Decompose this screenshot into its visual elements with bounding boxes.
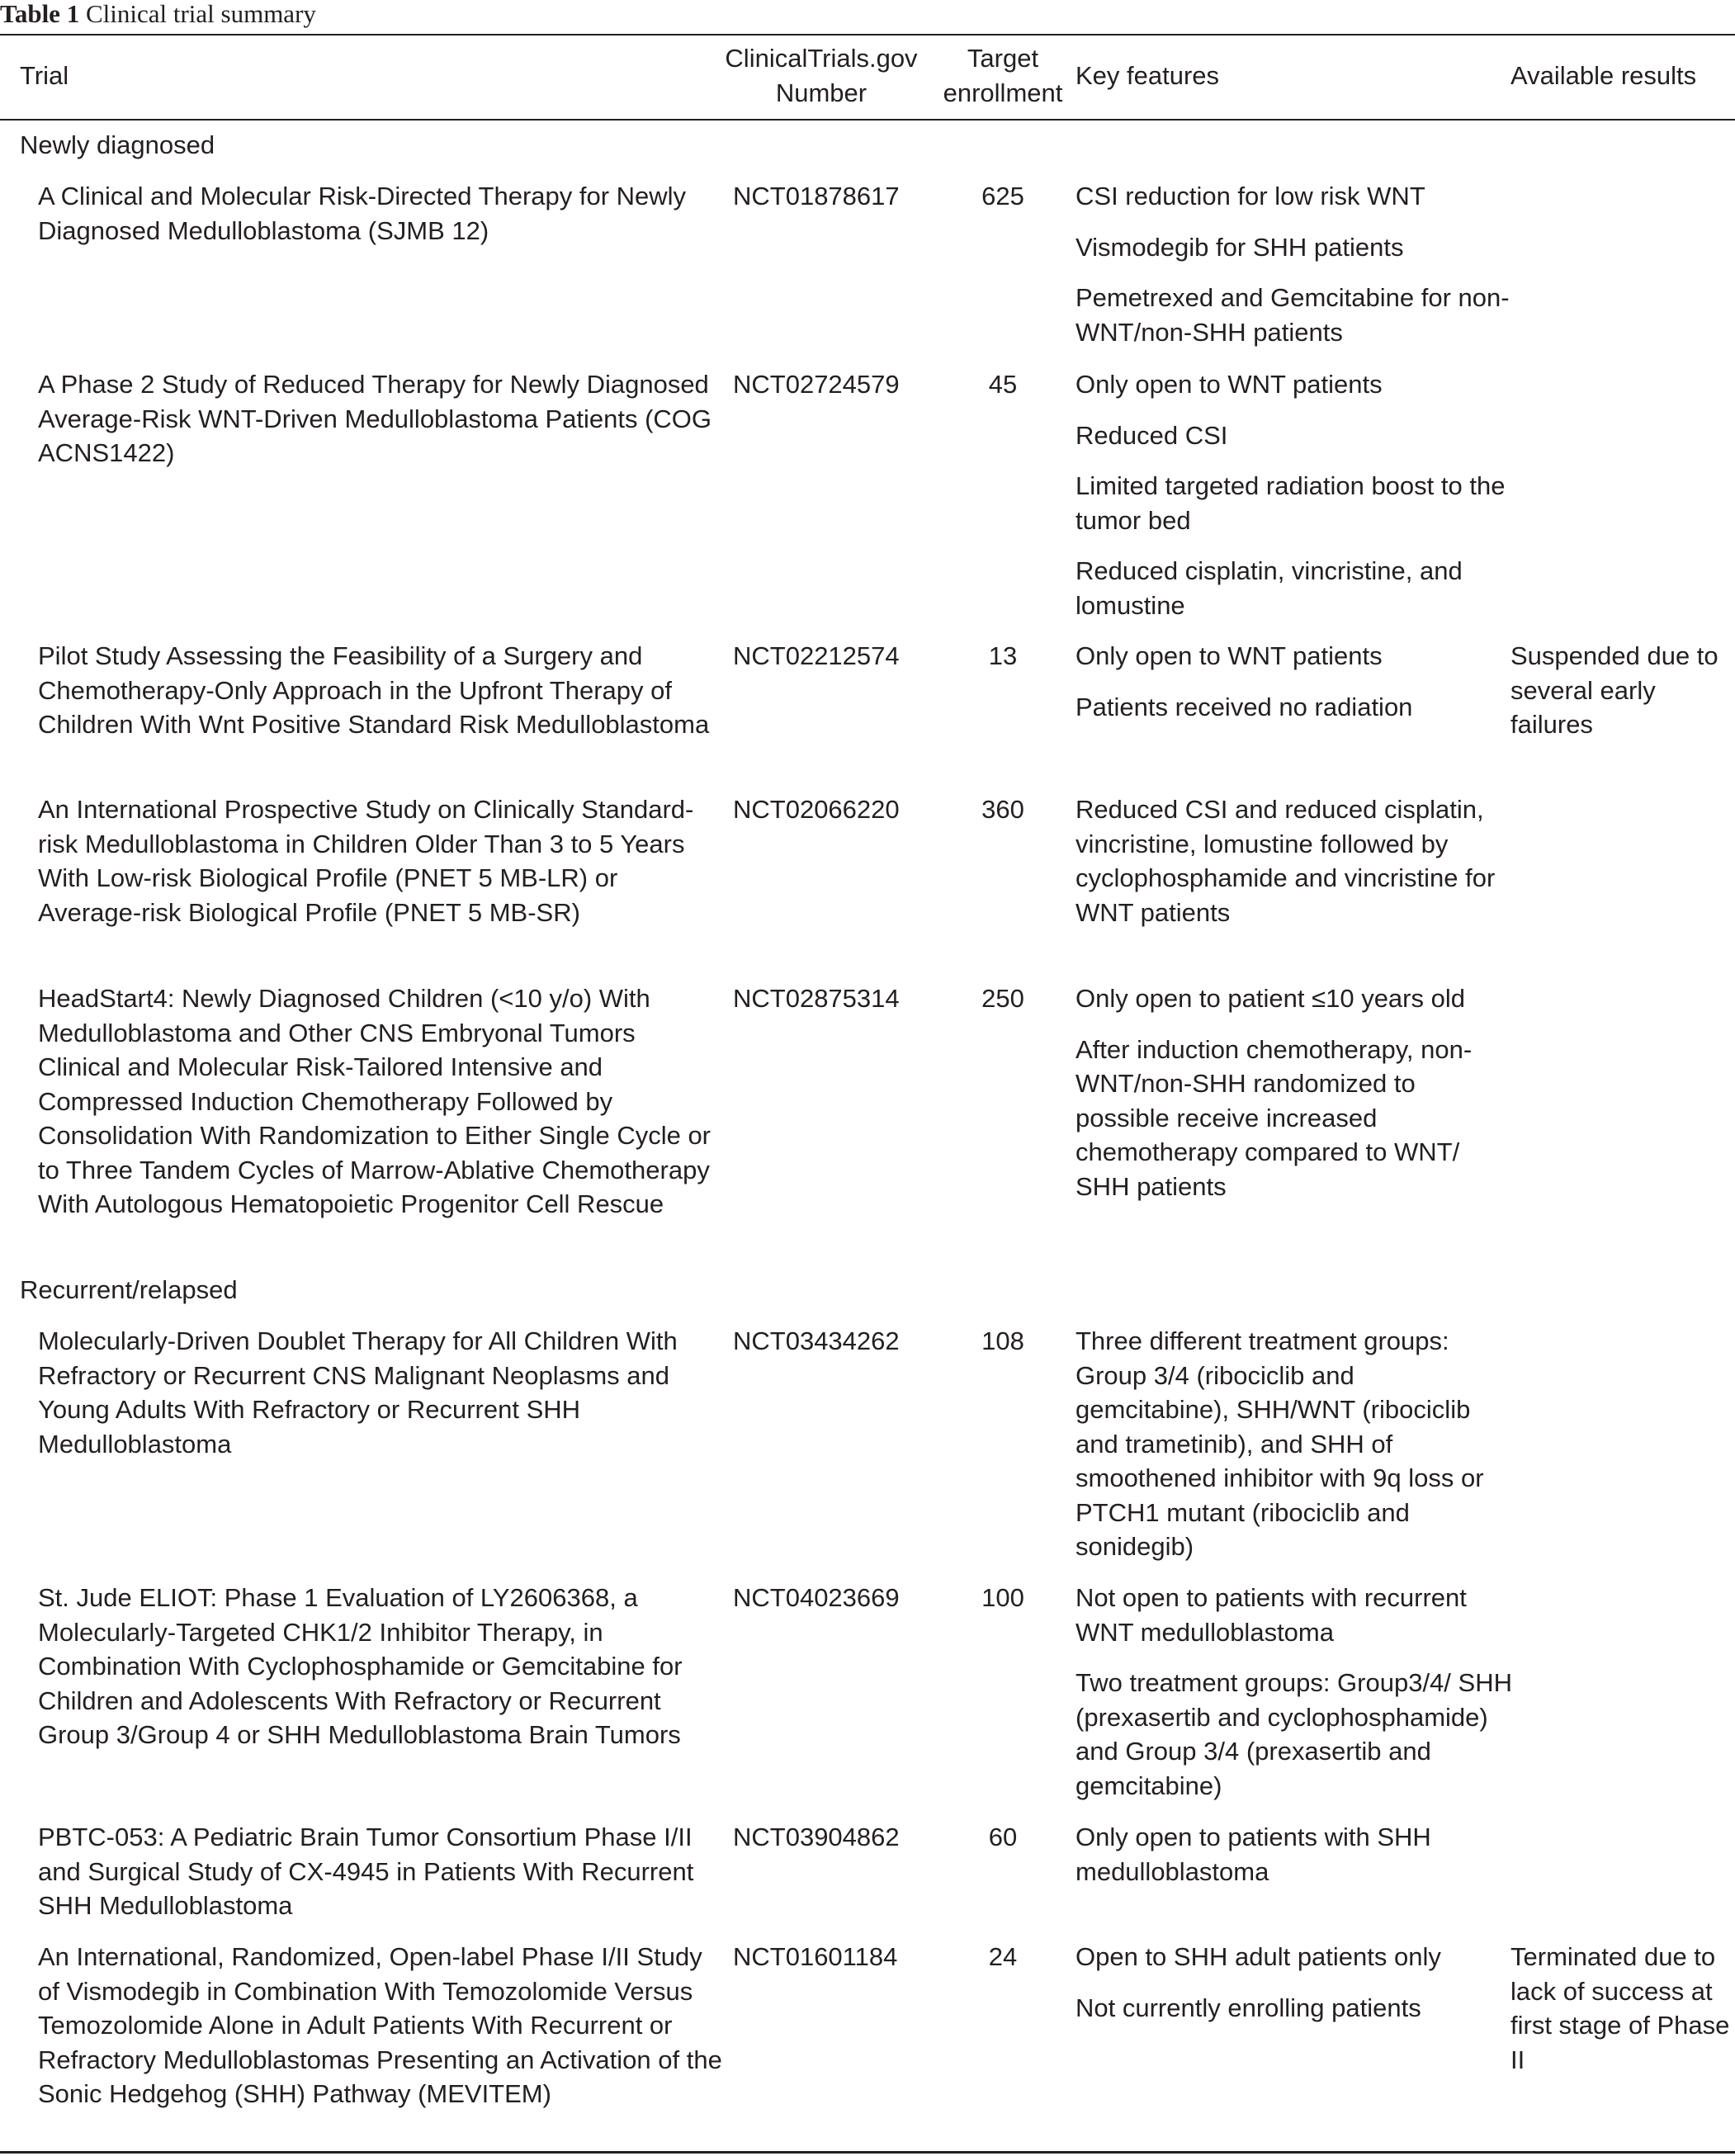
table-top-rule [0,34,1735,35]
key-features [1076,1820,1513,1905]
header-key-features: Key features [1076,61,1220,90]
trial-name: PBTC-053: A Pediatric Brain Tumor Consortium Phase I/II and Surgical Study of CX-4945 in Patients With Recurrent SHH Medulloblastoma [38,1823,694,1920]
target-enrollment: 60 [988,1823,1018,1851]
key-feature: Only open to WNT patients [1076,370,1383,399]
nct-number: NCT04023669 [733,1583,900,1612]
header-nct [710,41,933,110]
key-features [1076,792,1513,946]
available-results: Terminated due to lack of success at first stage of Phase II [1510,1942,1730,2074]
nct-number: NCT02724579 [733,370,900,399]
target-enrollment: 625 [981,182,1024,210]
key-features [1076,1324,1513,1581]
key-features [1076,981,1513,1220]
table-caption-label: Table 1 [0,0,80,28]
key-feature: Pemetrexed and Gemcitabine for non-WNT/non-SHH patients [1076,283,1510,347]
target-enrollment: 250 [981,984,1024,1013]
table-bottom-rule [0,2151,1735,2154]
key-feature: Open to SHH adult patients only [1076,1942,1441,1971]
key-features [1076,639,1513,740]
key-features [1076,1581,1513,1819]
key-feature: Reduced cisplatin, vincristine, and lomustine [1076,556,1463,620]
key-features [1076,1940,1513,2041]
target-enrollment: 13 [988,641,1018,670]
header-available-results: Available results [1510,61,1697,90]
key-feature: Patients received no radiation [1076,692,1413,721]
key-feature: Limited targeted radiation boost to the tumor bed [1076,471,1506,535]
target-enrollment: 360 [981,795,1024,824]
available-results: Suspended due to several early failures [1510,641,1718,739]
key-feature: Only open to patients with SHH medulloblastoma [1076,1823,1431,1886]
key-feature: CSI reduction for low risk WNT [1076,182,1425,210]
table-caption-text: Clinical trial summary [85,0,316,28]
nct-number: NCT03434262 [733,1326,900,1355]
trial-name: An International Prospective Study on Clinically Standard-risk Medulloblastoma in Children Older Than 3 to 5 Years With Low-risk Biological Profile (PNET 5 MB-LR) or Average-risk Biological Profile (PNET 5 MB-SR) [38,795,694,927]
key-feature: Reduced CSI [1076,420,1228,450]
header-trial: Trial [20,61,69,90]
trial-name: A Clinical and Molecular Risk-Directed Therapy for Newly Diagnosed Medulloblastoma (SJMB 12) [38,182,687,245]
header-nct-line1: ClinicalTrials.gov [725,44,918,73]
nct-number: NCT02212574 [733,641,900,670]
nct-number: NCT02875314 [733,984,900,1013]
nct-number: NCT02066220 [733,795,900,824]
target-enrollment: 108 [981,1326,1024,1355]
header-enrollment-line1: Target [967,44,1039,73]
nct-number: NCT01601184 [733,1942,898,1971]
target-enrollment: 24 [988,1942,1018,1971]
key-feature: Two treatment groups: Group3/4/ SHH (prexasertib and cyclophosphamide) and Group 3/4 (prexasertib and gemcitabine) [1076,1668,1512,1800]
key-feature: Three different treatment groups: Group 3/4 (ribociclib and gemcitabine), SHH/WNT (ribociclib and trametinib), and SHH of smoothened inhibitor with 9q loss or PTCH1 mutant (ribociclib and sonidegib) [1076,1326,1484,1561]
trial-name: A Phase 2 Study of Reduced Therapy for Newly Diagnosed Average-Risk WNT-Driven Medulloblastoma Patients (COG ACNS1422) [38,370,712,467]
trial-name: HeadStart4: Newly Diagnosed Children (<10 y/o) With Medulloblastoma and Other CNS Embryonal Tumors Clinical and Molecular Risk-Tailored Intensive and Compressed Induction Chemotherapy Followed by Consolidation With Randomization to Either Single Cycle or to Three Tandem Cycles of Marrow-Ablative Chemotherapy With Autologous Hematopoietic Progenitor Cell Rescue [38,984,711,1218]
trial-name: St. Jude ELIOT: Phase 1 Evaluation of LY2606368, a Molecularly-Targeted CHK1/2 Inhibitor Therapy, in Combination With Cyclophosphamide or Gemcitabine for Children and Adolescents With Refractory or Recurrent Group 3/Group 4 or SHH Medulloblastoma Brain Tumors [38,1583,683,1749]
table-caption [0,0,316,31]
key-feature: After induction chemotherapy, non-WNT/non-SHH randomized to possible receive increased chemotherapy compared to WNT/ SHH patients [1076,1034,1473,1201]
header-enrollment [933,41,1073,110]
trial-name: Pilot Study Assessing the Feasibility of a Surgery and Chemotherapy-Only Approach in the Upfront Therapy of Children With Wnt Positive Standard Risk Medulloblastoma [38,641,710,739]
target-enrollment: 100 [981,1583,1024,1612]
key-feature: Only open to patient ≤10 years old [1076,984,1465,1013]
key-feature: Reduced CSI and reduced cisplatin, vincristine, lomustine followed by cyclophosphamide and vincristine for WNT patients [1076,795,1496,927]
nct-number: NCT01878617 [733,182,900,210]
key-features [1076,179,1513,366]
key-feature: Only open to WNT patients [1076,641,1383,670]
target-enrollment: 45 [988,370,1018,399]
section-label: Newly diagnosed [20,130,215,159]
nct-number: NCT03904862 [733,1823,900,1851]
trial-name: Molecularly-Driven Doublet Therapy for All Children With Refractory or Recurrent CNS Malignant Neoplasms and Young Adults With Refractory or Recurrent SHH Medulloblastoma [38,1326,678,1459]
key-features [1076,367,1513,639]
key-feature: Not currently enrolling patients [1076,1993,1421,2022]
trial-name: An International, Randomized, Open-label Phase I/II Study of Vismodegib in Combination With Temozolomide Versus Temozolomide Alone in Adult Patients With Recurrent or Refractory Medulloblastomas Presenting an Activation of the Sonic Hedgehog (SHH) Pathway (MEVITEM) [38,1942,722,2108]
key-feature: Vismodegib for SHH patients [1076,232,1404,262]
table-header-rule [0,119,1735,121]
key-feature: Not open to patients with recurrent WNT medulloblastoma [1076,1583,1467,1647]
header-nct-line2: Number [775,78,868,107]
header-enrollment-line2: enrollment [943,78,1063,107]
section-label: Recurrent/relapsed [20,1275,238,1304]
